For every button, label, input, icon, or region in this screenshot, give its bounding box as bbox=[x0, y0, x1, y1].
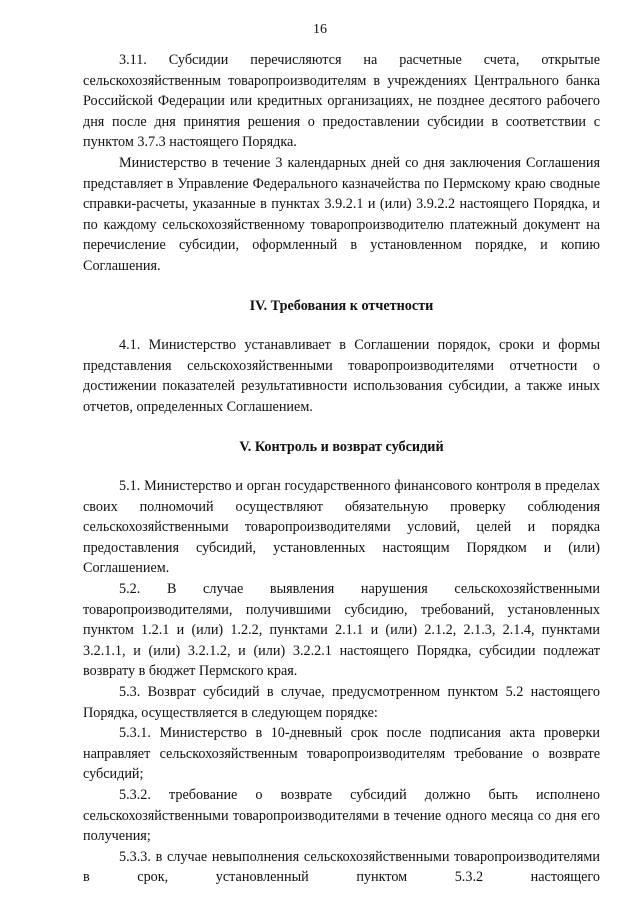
section-heading-v: V. Контроль и возврат субсидий bbox=[239, 438, 444, 455]
paragraph-5-1: 5.1. Министерство и орган государственного финансового контроля в пределах своих полномочий осуществляют обязательную проверку соблюдения сельскохозяйственными товаропроизводителями условий, целей и порядка предоставления субсидий, установленных настоящим Порядком и (или) Соглашением. bbox=[83, 478, 600, 577]
document-body bbox=[83, 50, 600, 888]
paragraph-5-2: 5.2. В случае выявления нарушения сельскохозяйственными товаропроизводителями, получившими субсидию, требований, установленных пунктом 1.2.1 и (или) 1.2.2, пунктами 2.1.1 и (или) 2.1.2, 2.1.3, 2.1.4, пунктами 3.2.1.1, и (или) 3.2.1.2, и (или) 3.2.2.1 настоящего Порядка, субсидии подлежат возврату в бюджет Пермского края. bbox=[83, 581, 600, 680]
paragraph-5-3-2: 5.3.2. требование о возврате субсидий должно быть исполнено сельскохозяйственными товаропроизводителями в течение одного месяца со дня его получения; bbox=[83, 787, 600, 845]
page-number: 16 bbox=[313, 22, 327, 37]
section-heading-iv: IV. Требования к отчетности bbox=[249, 297, 434, 314]
paragraph-5-3-3: 5.3.3. в случае невыполнения сельскохозяйственными товаропроизводителями в срок, установленный пунктом 5.3.2 настоящего bbox=[83, 848, 600, 886]
paragraph-5-3: 5.3. Возврат субсидий в случае, предусмотренном пунктом 5.2 настоящего Порядка, осуществляется в следующем порядке: bbox=[83, 684, 600, 721]
paragraph-4-1: 4.1. Министерство устанавливает в Соглашении порядок, сроки и формы представления сельскохозяйственными товаропроизводителями отчетности о достижении показателей результативности использования субсидии, а также иных отчетов, определенных Соглашением. bbox=[83, 337, 600, 415]
paragraph-ministry-documents: Министерство в течение 3 календарных дней со дня заключения Соглашения представляет в Управление Федерального казначейства по Пермскому краю сводные справки-расчеты, указанные в пунктах 3.9.2.1 и (или) 3.9.2.2 настоящего Порядка, и по каждому сельскохозяйственному товаропроизводителю платежный документ на перечисление субсидии, оформленный в установленном порядке, и копию Соглашения. bbox=[83, 154, 600, 274]
paragraph-5-3-1: 5.3.1. Министерство в 10-дневный срок после подписания акта проверки направляет сельскохозяйственным товаропроизводителям требование о возврате субсидий; bbox=[83, 725, 600, 783]
paragraph-3-11: 3.11. Субсидии перечисляются на расчетные счета, открытые сельскохозяйственным товаропроизводителям в учреждениях Центрального банка Российской Федерации или кредитных организациях, не позднее десятого рабочего дня после дня принятия решения о предоставлении субсидии в соответствии с пунктом 3.7.3 настоящего Порядка. bbox=[83, 52, 600, 151]
